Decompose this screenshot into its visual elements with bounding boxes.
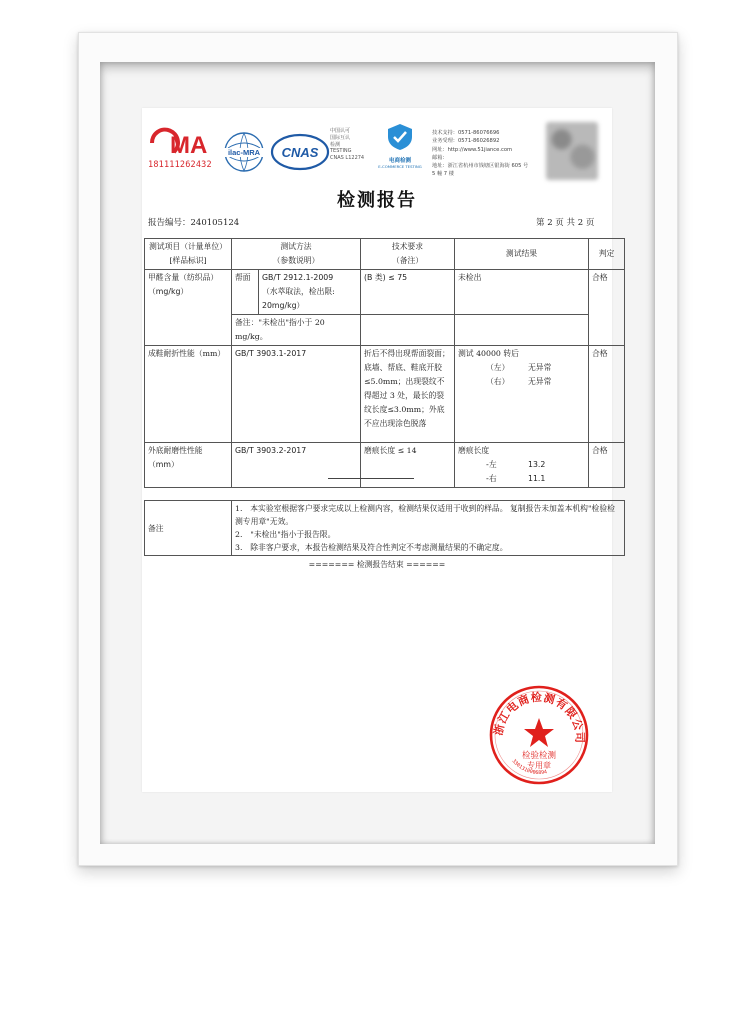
note-item: 3. 除非客户要求，本报告检测结果及符合性判定不考虑测量结果的不确定度。 <box>235 543 508 552</box>
row2-judge-label: 合格 <box>592 349 608 358</box>
row1-remark-label: 备注："未检出"指小于 20 mg/kg。 <box>235 318 325 341</box>
cnas-text: CNAS <box>281 145 319 160</box>
header-judge <box>589 239 625 270</box>
row3-item-label: 外底耐磨性性能 <box>148 446 203 455</box>
cert-line: 国际互认 <box>330 134 351 141</box>
row1-remark-empty <box>455 315 589 346</box>
contact-info <box>432 129 528 179</box>
row2-req-label: 折后不得出现帮面裂面；底墙、帮底、鞋底开胶≤5.0mm；出现裂纹不得超过 3 处，最长的裂纹长度≤3.0mm；外底不应出现涂色脱落 <box>364 349 450 428</box>
contact-line: 5 幢 7 楼 <box>432 171 454 178</box>
page-number: 第 2 页 共 2 页 <box>536 218 595 228</box>
report-number: 报告编号：240105124 <box>148 218 240 228</box>
row2-result-left <box>458 361 585 375</box>
table-row <box>145 270 625 315</box>
row3-result-right <box>458 472 585 486</box>
row2-method-standard: GB/T 3903.1-2017 <box>235 349 307 358</box>
report-page <box>142 108 615 792</box>
row1-judge-label: 合格 <box>592 273 608 282</box>
row3-judge-label: 合格 <box>592 446 608 455</box>
row1-result-label: 未检出 <box>458 273 482 282</box>
header-req-sub: （备注） <box>391 256 424 265</box>
cert-line: 检测 <box>330 141 341 148</box>
row3-result-title: 磨痕长度 <box>458 446 490 455</box>
qr-code-blurred <box>546 122 598 180</box>
note-item: 2. "未检出"指小于报告限。 <box>235 530 336 539</box>
accreditation-text <box>330 128 364 162</box>
company-seal-stamp <box>488 684 590 790</box>
stamp-company: 浙江电商检测有限公司 <box>491 690 587 744</box>
contact-line: 网址：http://www.51jiance.com <box>432 146 513 153</box>
header-item <box>145 239 232 270</box>
cma-number: 181111262432 <box>148 160 212 170</box>
notes-label-cell <box>145 501 232 556</box>
stamp-line1: 检验检测 <box>521 751 557 761</box>
contact-line: 邮箱： <box>432 154 448 161</box>
row1-method-note: （水萃取法，检出限: <box>262 287 335 296</box>
row3-unit: （mm） <box>148 460 179 469</box>
row1-judge <box>589 270 625 346</box>
row3-result <box>455 443 589 488</box>
row2-item-label: 成鞋耐折性能（mm） <box>148 349 226 358</box>
contact-line: 技术支持：0571-86076696 <box>432 130 500 136</box>
row2-right-label: （右） <box>486 377 510 386</box>
row1-req-label: (B 类) ≤ 75 <box>364 273 408 282</box>
row1-unit: （mg/kg） <box>148 287 189 296</box>
row3-item <box>145 443 232 488</box>
row2-method <box>232 346 361 443</box>
row2-result-right <box>458 375 585 389</box>
shield-check-icon <box>384 122 416 152</box>
row1-part <box>232 270 259 315</box>
row2-left-value: 无异常 <box>528 363 552 372</box>
header-method-sub: （参数说明） <box>272 256 320 265</box>
row1-remark-empty <box>361 315 455 346</box>
row3-left-value: 13.2 <box>528 460 546 469</box>
header-method <box>232 239 361 270</box>
cert-line: TESTING <box>330 148 352 155</box>
row3-judge <box>589 443 625 488</box>
cert-line: CNAS L12274 <box>330 155 365 162</box>
cma-text: MA <box>170 132 208 159</box>
ilac-mra-logo <box>222 130 266 178</box>
header-result-label: 测试结果 <box>505 249 538 258</box>
contact-line: 业务受理：0571-86026892 <box>432 138 500 145</box>
row1-method-note2: 20mg/kg） <box>262 301 305 310</box>
row1-remark <box>232 315 361 346</box>
row1-method-standard: GB/T 2912.1-2009 <box>262 273 334 282</box>
ecom-label: 电商检测 <box>388 158 411 164</box>
contact-line: 地址：浙江省杭州市钱塘区银海街 605 号 <box>432 163 529 170</box>
row1-part-label: 帮面 <box>235 273 251 282</box>
cnas-logo <box>270 132 330 176</box>
row3-right-value: 11.1 <box>528 474 546 483</box>
row2-left-label: （左） <box>486 363 510 372</box>
row3-result-left <box>458 458 585 472</box>
header-item-sub: [样品标识] <box>169 256 207 265</box>
row2-judge <box>589 346 625 443</box>
table-row <box>145 346 625 443</box>
row1-item-label: 甲醛含量（纺织品） <box>148 273 219 282</box>
results-table <box>144 238 625 488</box>
note-item: 1. 本实验室根据客户要求完成以上检测内容，检测结果仅适用于收到的样品。 复制报告未加盖本机构"检验检测专用章"无效。 <box>235 504 615 526</box>
report-title: 检测报告 <box>337 190 417 211</box>
row1-item <box>145 270 232 346</box>
cert-line: 中国认可 <box>330 128 351 134</box>
stamp-line2: 专用章 <box>527 761 551 770</box>
row3-requirement <box>361 443 455 488</box>
row1-requirement <box>361 270 455 315</box>
ilac-text: ilac-MRA <box>227 148 261 157</box>
notes-table <box>144 500 625 556</box>
table-row <box>145 443 625 488</box>
row2-item <box>145 346 232 443</box>
row3-req-label: 磨痕长度 ≤ 14 <box>364 446 417 455</box>
header-requirement <box>361 239 455 270</box>
notes-row <box>145 501 625 556</box>
row3-right-label: -右 <box>486 474 497 483</box>
header-method-label: 测试方法 <box>280 242 312 251</box>
table-header-row <box>145 239 625 270</box>
divider-line <box>328 478 414 479</box>
header-judge-label: 判定 <box>598 249 615 258</box>
row2-result <box>455 346 589 443</box>
header-req-label: 技术要求 <box>391 242 424 251</box>
row2-result-title: 测试 40000 转后 <box>458 349 519 358</box>
ecommerce-testing-logo <box>372 122 428 169</box>
row3-left-label: -左 <box>486 460 497 469</box>
header-item-label: 测试项目（计量单位） <box>149 242 227 251</box>
row3-method-standard: GB/T 3903.2-2017 <box>235 446 307 455</box>
ecom-sub: E-COMMERCE TESTING <box>378 164 422 169</box>
row3-method <box>232 443 361 488</box>
notes-label: 备注 <box>148 523 164 533</box>
row1-result <box>455 270 589 315</box>
row2-right-value: 无异常 <box>528 377 552 386</box>
stamp-serial: 3301310006894 <box>510 758 548 777</box>
end-of-report: ======= 检测报告结束 ====== <box>308 560 446 569</box>
header-result <box>455 239 589 270</box>
row2-requirement <box>361 346 455 443</box>
row1-method <box>259 270 361 315</box>
notes-content <box>232 501 625 556</box>
